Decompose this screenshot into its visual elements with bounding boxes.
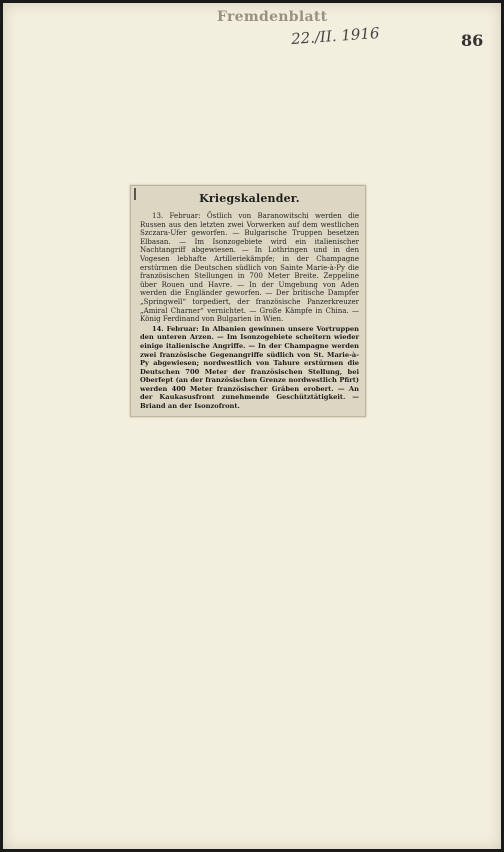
archive-sheet xyxy=(3,3,501,849)
clipping-edge-mark xyxy=(134,188,136,200)
handwritten-date: 22./II. 1916 xyxy=(290,23,381,49)
clipping-paragraph-feb-14: 14. Februar: In Albanien gewinnen unsere Vortruppen den unteren Arzen. — Im Isonzogebiete scheitern wieder einige italienische Angriffe. — In der Champagne werden zwei französische Gegenangriffe südlich von St. Marie-à-Py abgewiesen; nordwestlich von Tahure erstürmen die Deutschen 700 Meter der französischen Stellung, bei Oberfept (an der französischen Grenze nordwestlich Pfirt) werden 400 Meter französischer Gräben erobert. — An der Kaukasusfront zunehmende Geschütztätigkeit. — Briand an der Isonzofront. xyxy=(140,324,359,411)
newspaper-stamp: Fremdenblatt xyxy=(217,9,328,25)
page-number: 86 xyxy=(461,31,484,50)
newspaper-clipping xyxy=(130,185,366,417)
clipping-title: Kriegskalender. xyxy=(199,192,300,205)
clipping-paragraph-feb-13: 13. Februar: Östlich von Baranowitschi werden die Russen aus den letzten zwei Vorwerken auf dem westlichen Szczara-Ufer geworfen. — Bulgarische Truppen besetzen Elbasan. — Im Isonzogebiete wird ein italienischer Nachtangriff abgewiesen. — In Lothringen und in den Vogesen lebhafte Artilleriekämpfe; in der Champagne erstürmen die Deutschen südlich von Sainte Marie-à-Py die französischen Stellungen in 700 Meter Breite. Zeppeline über Rouen und Havre. — In der Umgebung von Aden werden die Engländer geworfen. — Der britische Dampfer „Springwell“ torpediert, der französische Panzerkreuzer „Amiral Charner“ vernichtet. — Große Kämpfe in China. — König Ferdinand von Bulgarien in Wien. xyxy=(140,211,359,324)
